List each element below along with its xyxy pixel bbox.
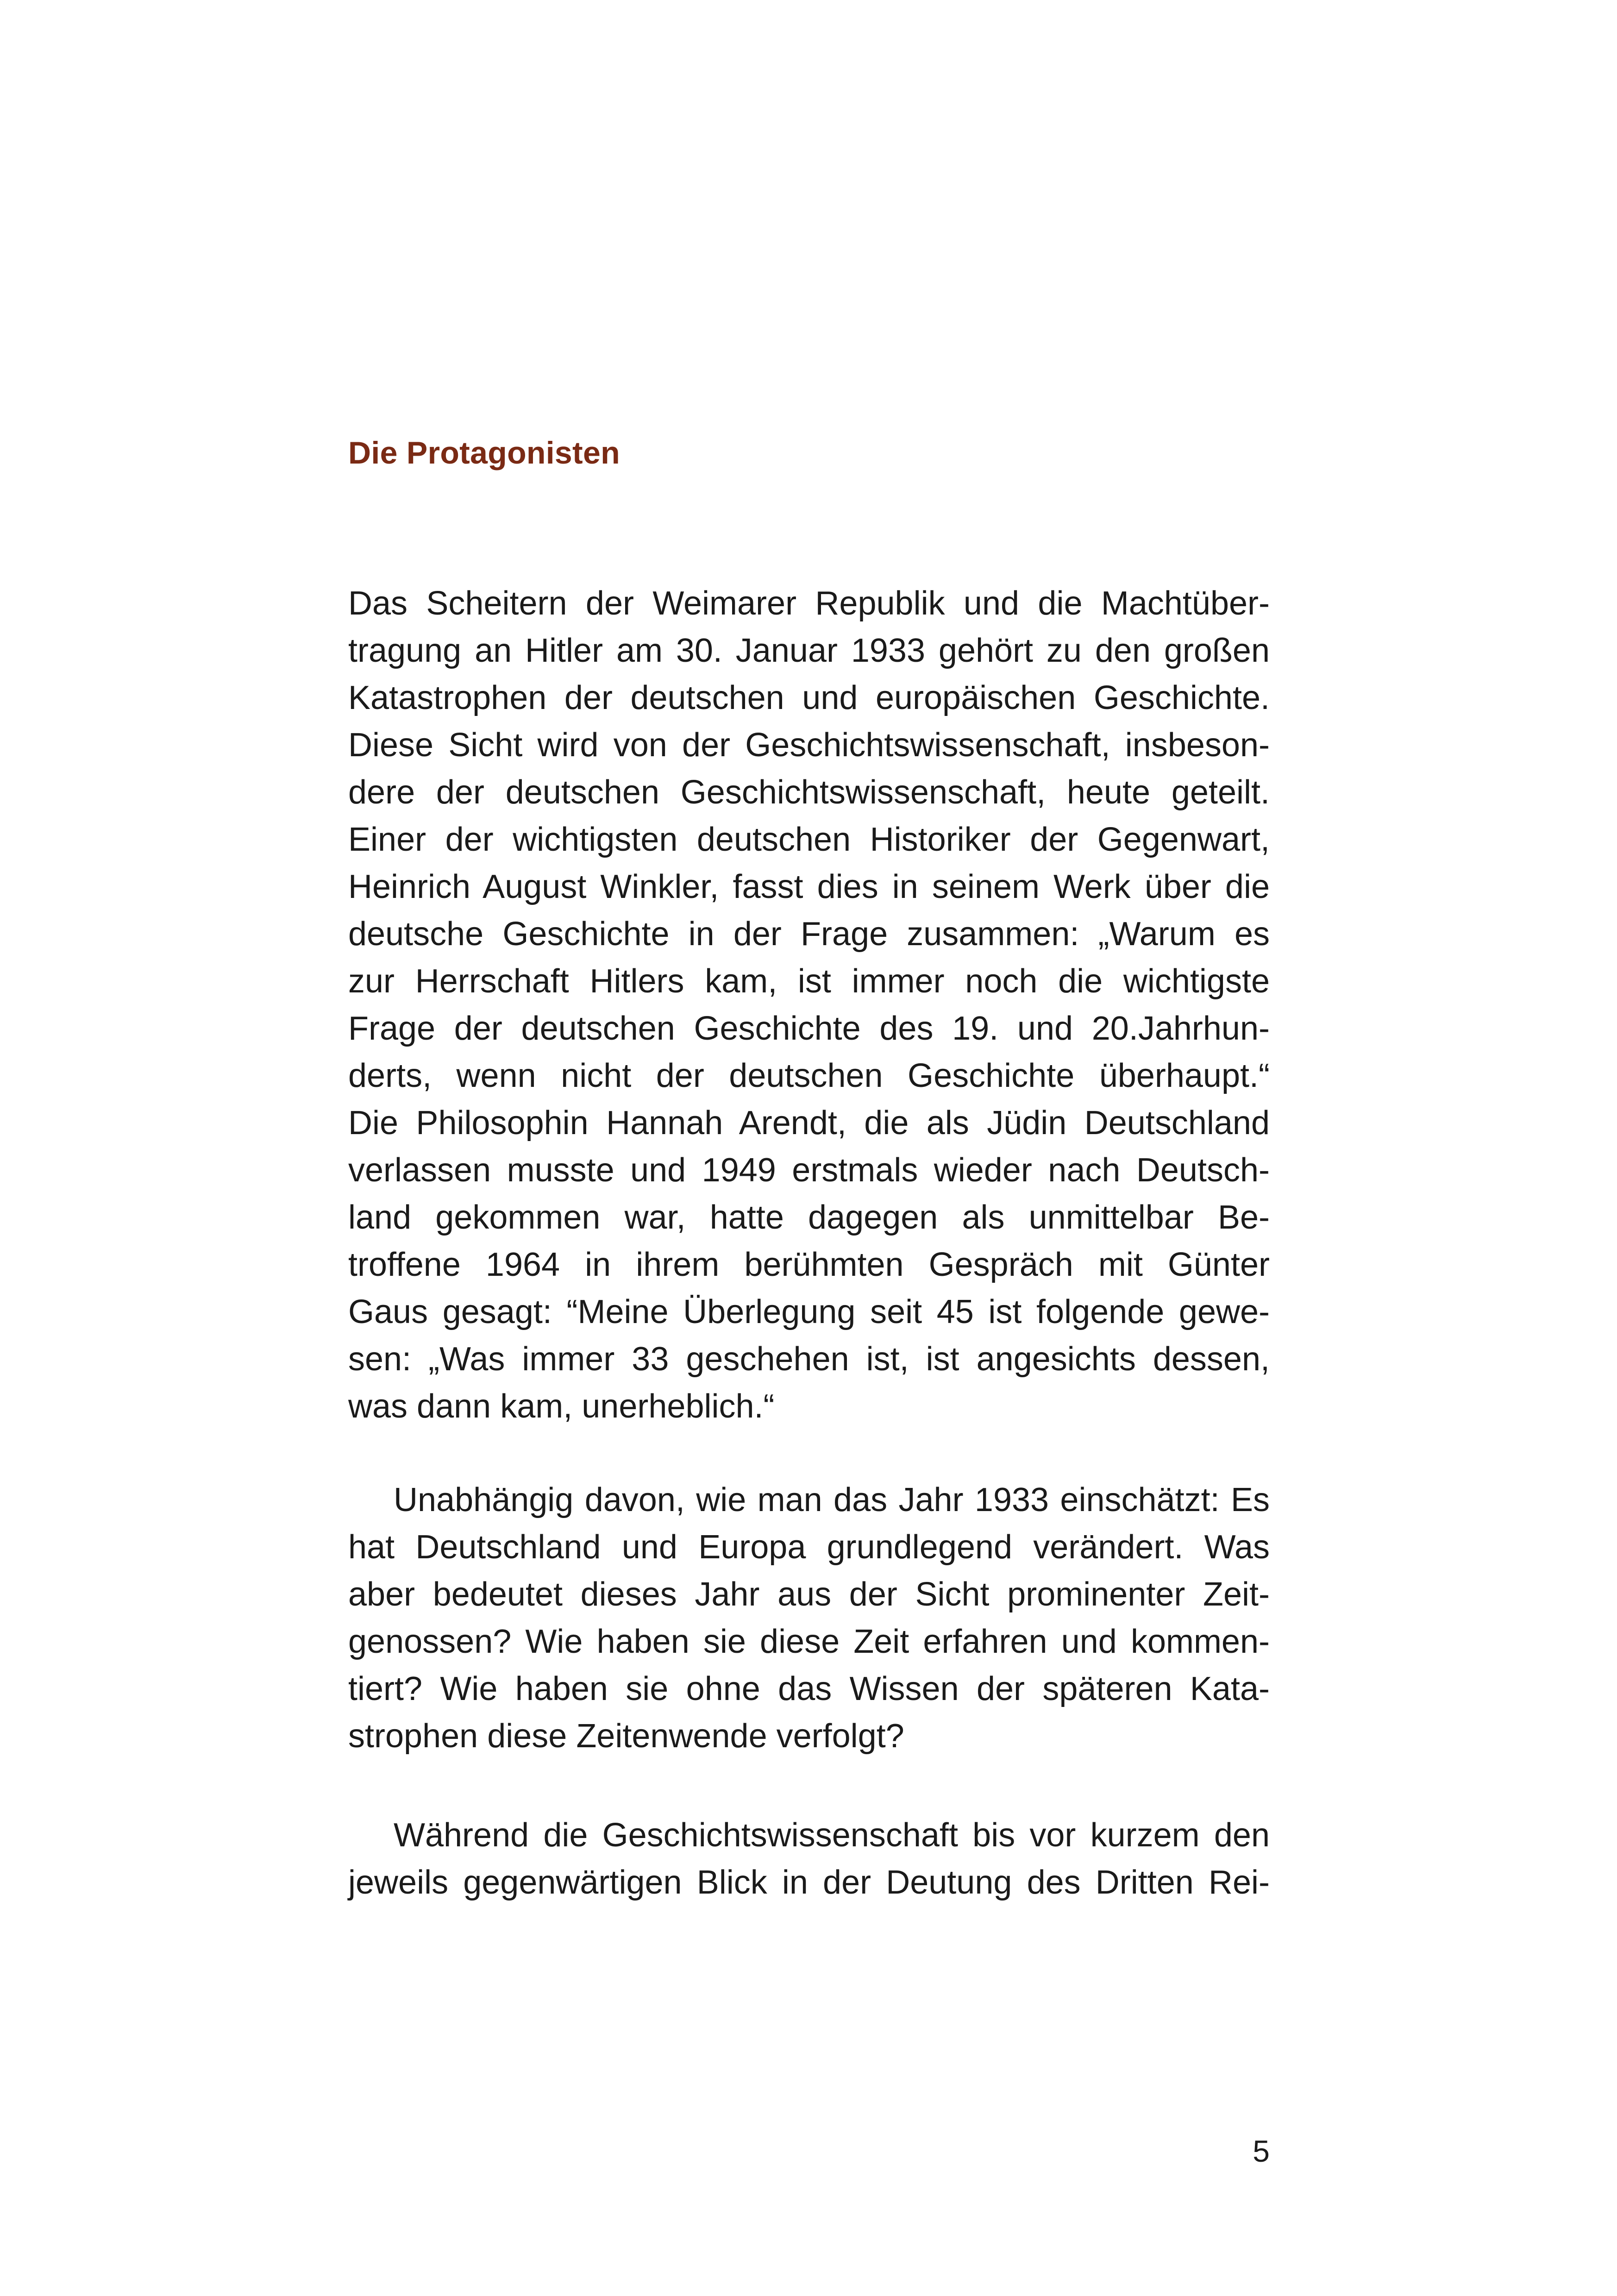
text-line: tiert? Wie haben sie ohne das Wissen der späteren Kata- <box>348 1670 1270 1707</box>
text-line: Unabhängig davon, wie man das Jahr 1933 einschätzt: Es <box>394 1481 1270 1518</box>
text-line: land gekommen war, hatte dagegen als unmittelbar Be- <box>348 1199 1270 1236</box>
text-line: aber bedeutet dieses Jahr aus der Sicht prominenter Zeit- <box>348 1576 1270 1613</box>
text-line: sen: „Was immer 33 geschehen ist, ist angesichts dessen, <box>348 1341 1270 1378</box>
paragraph-2 <box>348 1476 1270 1760</box>
paragraph-1 <box>348 580 1270 1430</box>
text-line: dere der deutschen Geschichtswissenschaft, heute geteilt. <box>348 774 1270 811</box>
text-line: Frage der deutschen Geschichte des 19. und 20.Jahrhun- <box>348 1010 1270 1047</box>
text-line: Einer der wichtigsten deutschen Historiker der Gegenwart, <box>348 821 1270 858</box>
text-line: troffene 1964 in ihrem berühmten Gespräch mit Günter <box>348 1246 1270 1283</box>
page-number: 5 <box>1253 2134 1270 2168</box>
text-line: derts, wenn nicht der deutschen Geschichte überhaupt.“ <box>348 1057 1270 1094</box>
text-line: zur Herrschaft Hitlers kam, ist immer noch die wichtigste <box>348 963 1270 1000</box>
text-line: Diese Sicht wird von der Geschichtswissenschaft, insbeson- <box>348 727 1270 764</box>
text-line: deutsche Geschichte in der Frage zusammen: „Warum es <box>348 916 1270 953</box>
text-line: Heinrich August Winkler, fasst dies in seinem Werk über die <box>348 868 1270 905</box>
text-line: strophen diese Zeitenwende verfolgt? <box>348 1718 904 1755</box>
text-line: tragung an Hitler am 30. Januar 1933 gehört zu den großen <box>348 632 1270 669</box>
paragraph-3 <box>348 1812 1270 1906</box>
text-line: verlassen musste und 1949 erstmals wieder nach Deutsch- <box>348 1152 1270 1189</box>
text-line: jeweils gegenwärtigen Blick in der Deutung des Dritten Rei- <box>348 1864 1270 1901</box>
text-line: hat Deutschland und Europa grundlegend verändert. Was <box>348 1529 1270 1566</box>
text-line: Während die Geschichtswissenschaft bis vor kurzem den <box>394 1817 1270 1854</box>
section-heading: Die Protagonisten <box>348 435 620 470</box>
text-line: Die Philosophin Hannah Arendt, die als Jüdin Deutschland <box>348 1104 1270 1142</box>
text-line: was dann kam, unerheblich.“ <box>348 1388 775 1425</box>
text-line: Gaus gesagt: “Meine Überlegung seit 45 ist folgende gewe- <box>348 1293 1270 1330</box>
text-line: Das Scheitern der Weimarer Republik und die Machtüber- <box>348 585 1270 622</box>
text-line: Katastrophen der deutschen und europäischen Geschichte. <box>348 679 1270 716</box>
text-line: genossen? Wie haben sie diese Zeit erfahren und kommen- <box>348 1623 1270 1660</box>
